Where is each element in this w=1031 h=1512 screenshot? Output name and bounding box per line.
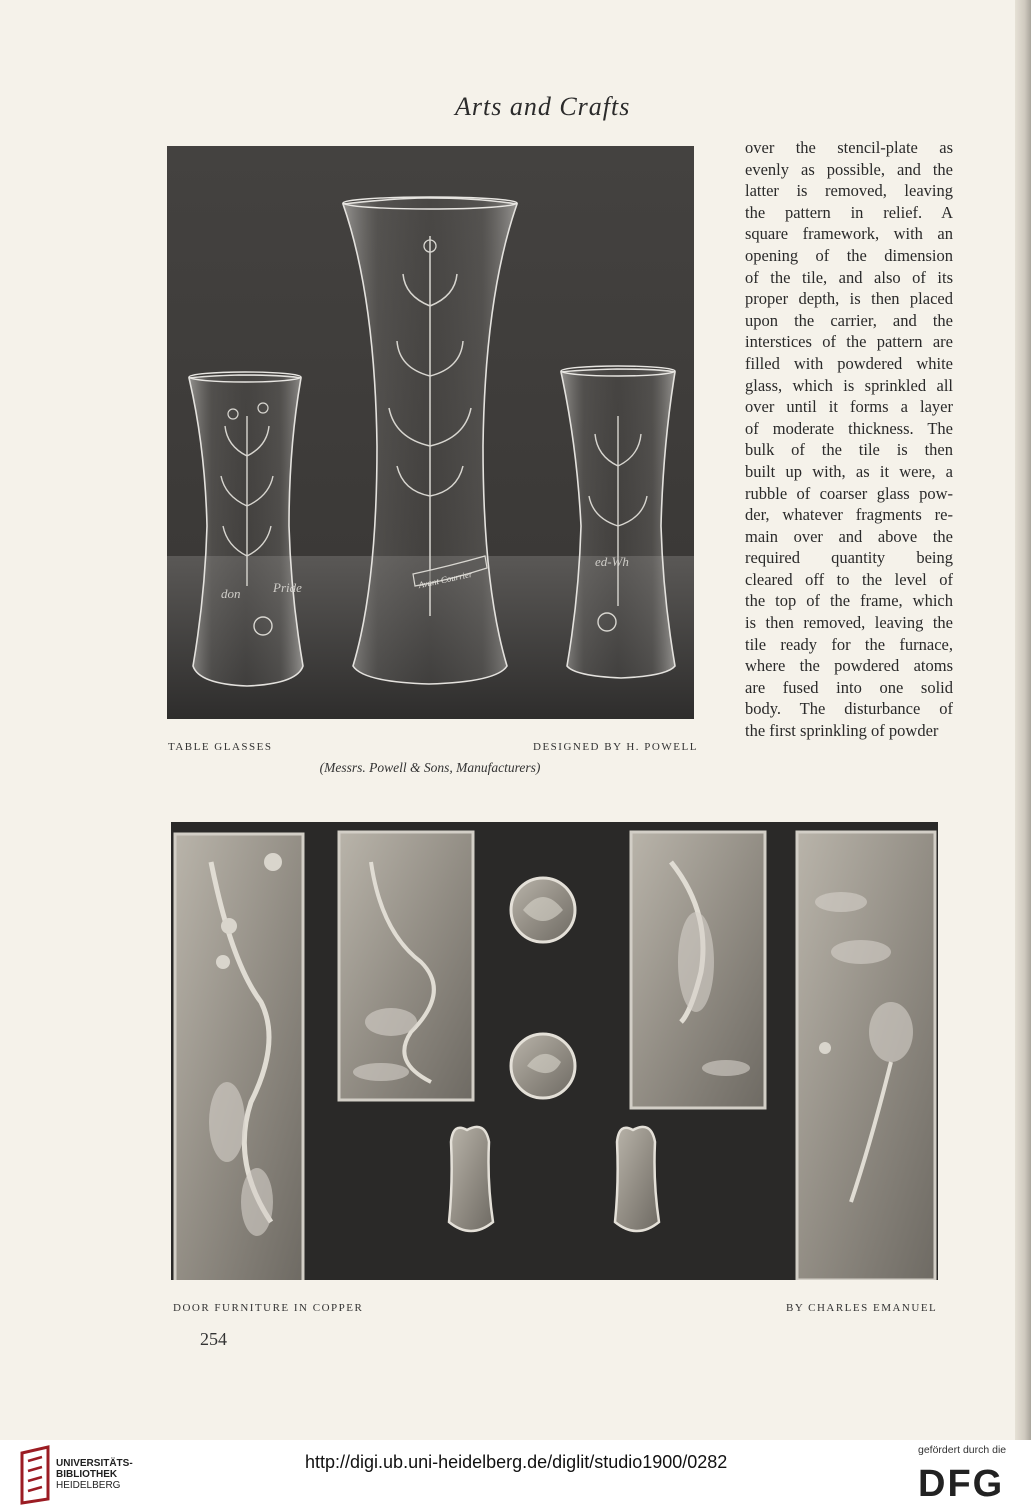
finger-plate-center-left xyxy=(339,832,473,1100)
article-line: evenly as possible, and the xyxy=(745,159,953,179)
library-name xyxy=(56,1458,133,1491)
center-glass xyxy=(343,197,517,684)
running-head: Arts and Crafts xyxy=(455,92,631,121)
article-line: square framework, with an xyxy=(745,224,953,244)
right-glass xyxy=(561,366,675,678)
inscription-ed-wh: ed-Wh xyxy=(595,554,629,569)
article-line: upon the carrier, and the xyxy=(745,310,953,330)
caption-table-glasses: TABLE GLASSES xyxy=(168,741,273,753)
article-line: of the tile, and also of its xyxy=(745,267,953,287)
article-line: main over and above the xyxy=(745,526,953,546)
article-line: required quantity being xyxy=(745,548,953,568)
article-line: interstices of the pattern are xyxy=(745,332,953,352)
article-line: built up with, as it were, a xyxy=(745,461,953,481)
dfg-logo-text: DFG xyxy=(918,1463,1005,1501)
article-line: bulk of the tile is then xyxy=(745,440,953,460)
article-line: of moderate thickness. The xyxy=(745,418,953,438)
escutcheon-right xyxy=(615,1127,659,1231)
article-body-text xyxy=(745,137,953,742)
library-line-2: BIBLIOTHEK xyxy=(56,1469,118,1480)
inscription-pride: Pride xyxy=(273,580,302,595)
article-line: latter is removed, leaving xyxy=(745,181,953,201)
caption-manufacturer: (Messrs. Powell & Sons, Manufacturers) xyxy=(319,760,541,775)
table-glasses-photo xyxy=(167,146,694,719)
article-line: der, whatever fragments re- xyxy=(745,505,953,525)
caption-charles-emanuel: BY CHARLES EMANUEL xyxy=(786,1302,938,1314)
article-line: over the stencil-plate as xyxy=(745,138,953,157)
page-edge-shadow xyxy=(1015,0,1031,1440)
finger-plate-left xyxy=(175,834,303,1280)
article-line: opening of the dimension xyxy=(745,245,953,265)
article-line: body. The disturbance of xyxy=(745,699,953,719)
glasses-illustration xyxy=(167,146,694,719)
article-line: is then removed, leaving the xyxy=(745,613,953,633)
inscription-avant-courrier: Avant Courrier xyxy=(417,568,474,591)
dfg-logo-icon xyxy=(918,1463,1014,1501)
article-line: cleared off to the level of xyxy=(745,569,953,589)
article-line: rubble of coarser glass pow- xyxy=(745,483,953,503)
door-knob-upper xyxy=(511,878,575,942)
article-line: over until it forms a layer xyxy=(745,397,953,417)
library-line-3: HEIDELBERG xyxy=(56,1480,121,1491)
article-line: are fused into one solid xyxy=(745,677,953,697)
page-number: 254 xyxy=(200,1329,227,1349)
digitization-url-link[interactable]: http://digi.ub.uni-heidelberg.de/diglit/studio1900/0282 xyxy=(305,1452,728,1472)
article-line: the first sprinkling of powder xyxy=(745,721,939,741)
escutcheon-left xyxy=(449,1127,493,1231)
article-line: the pattern in relief. A xyxy=(745,202,953,222)
left-glass xyxy=(189,372,303,686)
door-knob-lower xyxy=(511,1034,575,1098)
article-line: filled with powdered white xyxy=(745,353,953,373)
article-line: the top of the frame, which xyxy=(745,591,953,611)
article-line: tile ready for the furnace, xyxy=(745,634,953,654)
door-furniture-photo xyxy=(171,822,938,1280)
article-line: proper depth, is then placed xyxy=(745,289,953,309)
article-line: where the powdered atoms xyxy=(745,656,953,676)
caption-designer: DESIGNED BY H. POWELL xyxy=(533,741,698,753)
ub-heidelberg-logo-icon xyxy=(18,1445,52,1505)
caption-door-furniture: DOOR FURNITURE IN COPPER xyxy=(173,1302,364,1314)
finger-plate-right xyxy=(797,832,935,1280)
inscription-don: don xyxy=(221,586,241,601)
funded-by-text: gefördert durch die xyxy=(918,1444,1007,1456)
digitization-footer xyxy=(0,1440,1031,1512)
article-line: glass, which is sprinkled all xyxy=(745,375,953,395)
finger-plate-center-right xyxy=(631,832,765,1108)
door-furniture-illustration xyxy=(171,822,938,1280)
library-line-1: UNIVERSITÄTS- xyxy=(56,1458,133,1469)
